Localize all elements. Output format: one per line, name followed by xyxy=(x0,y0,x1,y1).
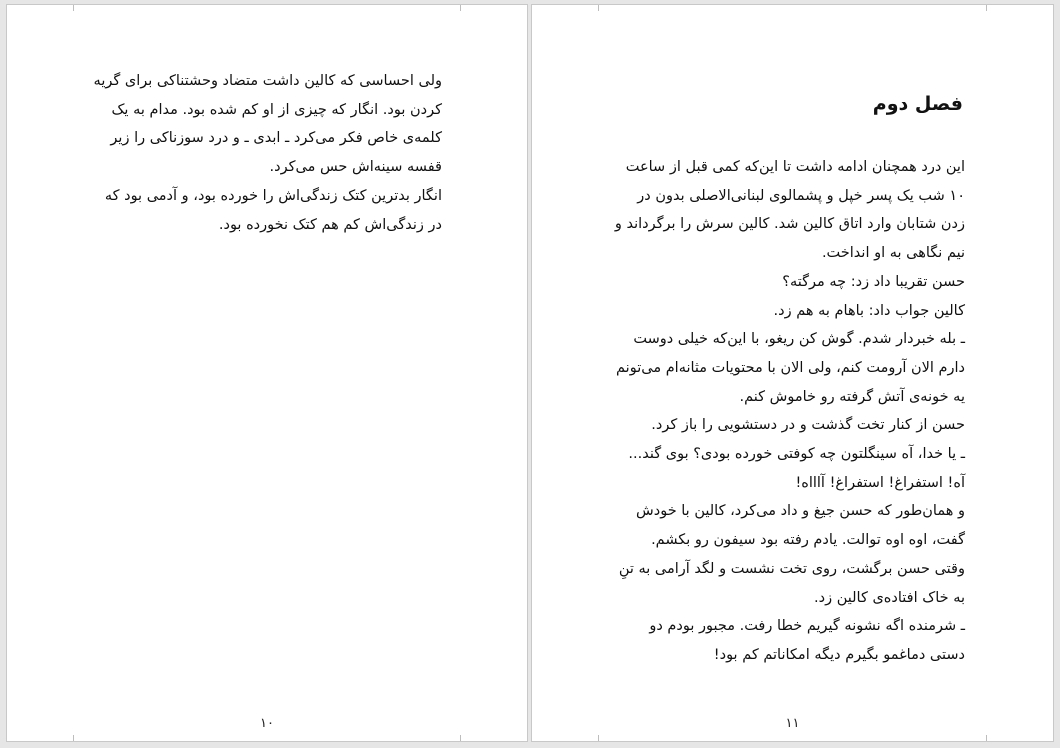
paragraph: کالین جواب داد: باهام به هم زد. xyxy=(773,302,965,319)
page-corner-mark xyxy=(65,5,74,11)
paragraph: این درد همچنان ادامه داشت تا این‌که کمی قبل از ساعت ۱۰ شب یک پسر خپل و پشمالوی لبنانی‌الاصلی بدون در زدن شتابان وارد اتاق کالین شد. کالین سرش را برگرداند و نیم نگاهی به او انداخت. xyxy=(614,159,965,262)
paragraph: و همان‌طور که حسن جیغ و داد می‌کرد، کالین با خودش گفت، اوه اوه توالت. یادم رفته بود سیفون رو بکشم. xyxy=(636,503,965,549)
right-page-body xyxy=(610,153,965,670)
paragraph: ولی احساسی که کالین داشت متضاد وحشتناکی برای گریه کردن بود. انگار که چیزی از او کم شده بود. مدام به یک کلمه‌ی خاص فکر می‌کرد ـ ابدی ـ و درد سوزناکی را زیر قفسه سینه‌اش حس می‌کرد. xyxy=(93,73,442,176)
paragraph: انگار بدترین کتک زندگی‌اش را خورده بود، و آدمی بود که در زندگی‌اش کم هم کتک نخورده بود. xyxy=(104,187,442,233)
paragraph: ـ یا خدا، آه سینگلتون چه کوفتی خورده بودی؟ بوی گند... آه! استفراغ! استفراغ! آاااه! xyxy=(628,446,965,491)
page-corner-mark xyxy=(460,5,469,11)
chapter-title: فصل دوم xyxy=(872,93,963,115)
page-corner-mark xyxy=(986,735,995,741)
page-corner-mark xyxy=(460,735,469,741)
paragraph: حسن تقریبا داد زد: چه مرگته؟ xyxy=(782,273,965,290)
paragraph: ـ شرمنده اگه نشونه گیریم خطا رفت. مجبور بودم دو دستی دماغمو بگیرم دیگه امکاناتم کم بود! xyxy=(649,618,965,663)
page-corner-mark xyxy=(590,5,599,11)
right-page xyxy=(531,4,1054,742)
page-corner-mark xyxy=(65,735,74,741)
page-number: ۱۰ xyxy=(260,716,274,731)
left-page-body xyxy=(92,67,442,239)
paragraph: حسن از کنار تخت گذشت و در دستشویی را باز کرد. xyxy=(651,417,965,434)
page-number: ۱۱ xyxy=(785,716,800,731)
page-corner-mark xyxy=(590,735,599,741)
left-page xyxy=(6,4,528,742)
paragraph: وقتی حسن برگشت، روی تخت نشست و لگد آرامی به تنِ به خاک افتاده‌ی کالین زد. xyxy=(618,560,965,606)
paragraph: ـ بله خبردار شدم. گوش کن ریغو، با این‌که خیلی دوست دارم الان آرومت کنم، ولی الان با محتویات مثانه‌ام می‌تونم یه خونه‌ی آتش گرفته رو خاموش کنم. xyxy=(616,331,965,405)
page-corner-mark xyxy=(986,5,995,11)
